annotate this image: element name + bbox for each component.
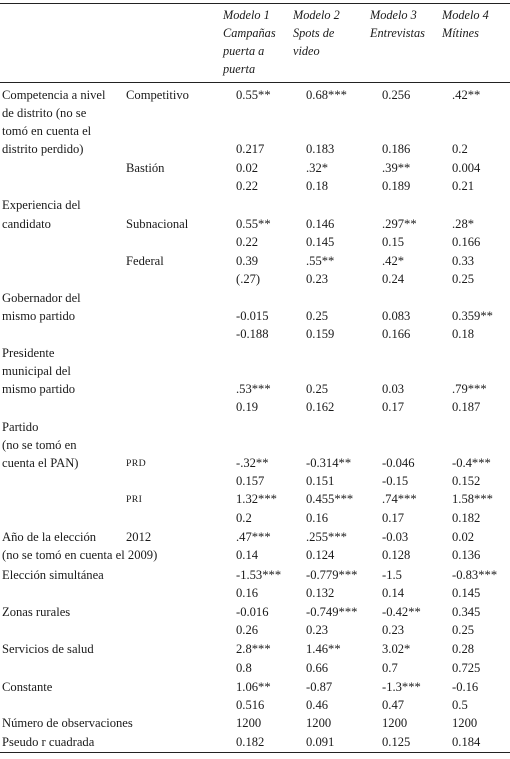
table-cell: 0.187 — [452, 400, 481, 414]
table-cell: -0.314** — [306, 456, 352, 470]
table-cell: .74*** — [382, 492, 417, 506]
row-sublabel: PRD — [126, 458, 146, 469]
table-cell: 0.39 — [236, 254, 259, 268]
row-label: (no se tomó en cuenta el 2009) — [2, 548, 158, 562]
table-cell: -0.016 — [236, 605, 269, 619]
column-header-line: video — [293, 44, 320, 58]
column-header-line: Spots de — [293, 26, 335, 40]
table-cell: 1.46** — [306, 642, 341, 656]
row-sublabel: Federal — [126, 254, 164, 268]
table-cell: 0.66 — [306, 661, 329, 675]
table-cell: 0.46 — [306, 698, 329, 712]
table-cell: -1.53*** — [236, 568, 282, 582]
table-cell: .55** — [306, 254, 335, 268]
table-cell: 1200 — [452, 716, 478, 730]
row-label: tomó en cuenta el — [2, 124, 92, 138]
row-label: mismo partido — [2, 382, 76, 396]
table-cell: -0.87 — [306, 680, 333, 694]
table-cell: 3.02* — [382, 642, 411, 656]
row-sublabel: Competitivo — [126, 88, 189, 102]
table-cell: 0.124 — [306, 548, 335, 562]
row-label: Elección simultánea — [2, 568, 104, 582]
bottom-rule — [0, 752, 510, 753]
table-cell: 0.217 — [236, 142, 265, 156]
table-cell: 1200 — [306, 716, 332, 730]
table-cell: 0.47 — [382, 698, 405, 712]
row-label: Partido — [2, 420, 39, 434]
table-cell: 0.03 — [382, 382, 405, 396]
column-header-line: Modelo 3 — [370, 8, 417, 22]
row-label: Competencia a nivel — [2, 88, 106, 102]
row-sublabel: Bastión — [126, 161, 165, 175]
table-cell: -0.188 — [236, 327, 269, 341]
table-cell: -0.16 — [452, 680, 479, 694]
table-cell: 0.182 — [452, 511, 481, 525]
table-cell: 0.25 — [452, 623, 475, 637]
column-header-line: puerta — [223, 62, 256, 76]
table-cell: 0.516 — [236, 698, 265, 712]
row-label: Servicios de salud — [2, 642, 94, 656]
table-cell: -0.03 — [382, 530, 409, 544]
table-cell: 1.32*** — [236, 492, 277, 506]
table-cell: 0.55** — [236, 88, 271, 102]
row-label: mismo partido — [2, 309, 76, 323]
table-cell: .32* — [306, 161, 329, 175]
table-cell: .53*** — [236, 382, 271, 396]
row-label: Año de la elección — [2, 530, 97, 544]
table-cell: 0.162 — [306, 400, 335, 414]
table-cell: 0.23 — [382, 623, 405, 637]
table-cell: 0.152 — [452, 474, 481, 488]
table-cell: 0.26 — [236, 623, 259, 637]
table-cell: 0.345 — [452, 605, 481, 619]
table-cell: 0.128 — [382, 548, 411, 562]
table-cell: 0.132 — [306, 586, 335, 600]
table-cell: .39** — [382, 161, 411, 175]
table-cell: 1.06** — [236, 680, 271, 694]
table-cell: .28* — [452, 217, 475, 231]
table-cell: .79*** — [452, 382, 487, 396]
table-cell: -0.015 — [236, 309, 269, 323]
table-cell: 0.2 — [452, 142, 468, 156]
table-cell: 0.145 — [452, 586, 481, 600]
row-label: distrito perdido) — [2, 142, 84, 156]
row-label: de distrito (no se — [2, 106, 87, 120]
table-cell: 0.083 — [382, 309, 411, 323]
table-cell: 1200 — [236, 716, 262, 730]
table-cell: -0.749*** — [306, 605, 358, 619]
row-sublabel: PRI — [126, 494, 143, 505]
table-cell: 0.33 — [452, 254, 475, 268]
row-label: Constante — [2, 680, 53, 694]
table-cell: 0.22 — [236, 179, 259, 193]
table-cell: 0.18 — [452, 327, 475, 341]
table-cell: 0.55** — [236, 217, 271, 231]
table-cell: 0.22 — [236, 235, 259, 249]
table-cell: 0.16 — [236, 586, 259, 600]
column-header-line: Modelo 2 — [293, 8, 340, 22]
table-cell: 0.18 — [306, 179, 329, 193]
table-cell: 0.091 — [306, 735, 335, 749]
table-cell: 0.23 — [306, 272, 329, 286]
column-header-line: Campañas — [223, 26, 276, 40]
table-cell: -0.15 — [382, 474, 409, 488]
table-cell: 0.166 — [452, 235, 481, 249]
table-cell: -.32** — [236, 456, 269, 470]
table-cell: 0.24 — [382, 272, 405, 286]
table-cell: -0.779*** — [306, 568, 358, 582]
table-cell: .297** — [382, 217, 417, 231]
table-cell: -1.3*** — [382, 680, 421, 694]
table-cell: 0.182 — [236, 735, 265, 749]
row-label: candidato — [2, 217, 51, 231]
row-label: Experiencia del — [2, 198, 81, 212]
table-cell: 0.004 — [452, 161, 481, 175]
row-label: cuenta el PAN) — [2, 456, 79, 470]
table-cell: 0.25 — [452, 272, 475, 286]
table-cell: 0.256 — [382, 88, 411, 102]
table-cell: 0.359** — [452, 309, 493, 323]
table-cell: .47*** — [236, 530, 271, 544]
table-cell: 0.25 — [306, 382, 329, 396]
column-header-line: Modelo 1 — [223, 8, 270, 22]
table-cell: 0.725 — [452, 661, 481, 675]
column-header-line: Mítines — [442, 26, 479, 40]
table-cell: 0.14 — [382, 586, 405, 600]
table-cell: 0.68*** — [306, 88, 347, 102]
row-label: municipal del — [2, 364, 71, 378]
table-cell: 0.159 — [306, 327, 335, 341]
table-cell: 0.8 — [236, 661, 252, 675]
table-cell: 0.186 — [382, 142, 411, 156]
table-cell: 0.14 — [236, 548, 259, 562]
table-cell: 0.125 — [382, 735, 411, 749]
row-label: Zonas rurales — [2, 605, 71, 619]
row-sublabel: Subnacional — [126, 217, 189, 231]
table-cell: 0.189 — [382, 179, 411, 193]
table-cell: -1.5 — [382, 568, 402, 582]
table-cell: (.27) — [236, 272, 261, 286]
top-rule — [0, 3, 510, 4]
row-sublabel: 2012 — [126, 530, 152, 544]
row-label: Número de observaciones — [2, 716, 133, 730]
row-label: (no se tomó en — [2, 438, 77, 452]
row-label: Pseudo r cuadrada — [2, 735, 95, 749]
table-cell: 0.25 — [306, 309, 329, 323]
table-cell: 0.157 — [236, 474, 265, 488]
table-cell: -0.046 — [382, 456, 415, 470]
table-cell: .42** — [452, 88, 481, 102]
table-cell: 1.58*** — [452, 492, 493, 506]
table-cell: 0.166 — [382, 327, 411, 341]
table-cell: 1200 — [382, 716, 408, 730]
table-cell: 0.2 — [236, 511, 252, 525]
table-cell: .42* — [382, 254, 405, 268]
row-label: Gobernador del — [2, 291, 81, 305]
table-cell: 2.8*** — [236, 642, 271, 656]
table-cell: 0.21 — [452, 179, 475, 193]
column-header-line: puerta a — [223, 44, 265, 58]
row-label: Presidente — [2, 346, 55, 360]
table-cell: 0.02 — [452, 530, 475, 544]
table-cell: 0.28 — [452, 642, 475, 656]
table-cell: 0.136 — [452, 548, 481, 562]
table-cell: -0.83*** — [452, 568, 498, 582]
table-cell: 0.19 — [236, 400, 259, 414]
table-cell: 0.455*** — [306, 492, 354, 506]
table-cell: 0.02 — [236, 161, 259, 175]
table-cell: 0.5 — [452, 698, 468, 712]
table-cell: 0.23 — [306, 623, 329, 637]
table-cell: 0.15 — [382, 235, 405, 249]
table-cell: -0.42** — [382, 605, 421, 619]
table-cell: 0.7 — [382, 661, 398, 675]
table-cell: 0.145 — [306, 235, 335, 249]
table-cell: 0.184 — [452, 735, 481, 749]
column-header-line: Entrevistas — [370, 26, 425, 40]
table-cell: 0.183 — [306, 142, 335, 156]
table-cell: 0.146 — [306, 217, 335, 231]
table-cell: 0.151 — [306, 474, 335, 488]
table-cell: 0.17 — [382, 511, 405, 525]
table-cell: .255*** — [306, 530, 347, 544]
column-header-line: Modelo 4 — [442, 8, 489, 22]
table-cell: 0.16 — [306, 511, 329, 525]
header-rule — [0, 82, 510, 83]
table-cell: 0.17 — [382, 400, 405, 414]
table-cell: -0.4*** — [452, 456, 491, 470]
